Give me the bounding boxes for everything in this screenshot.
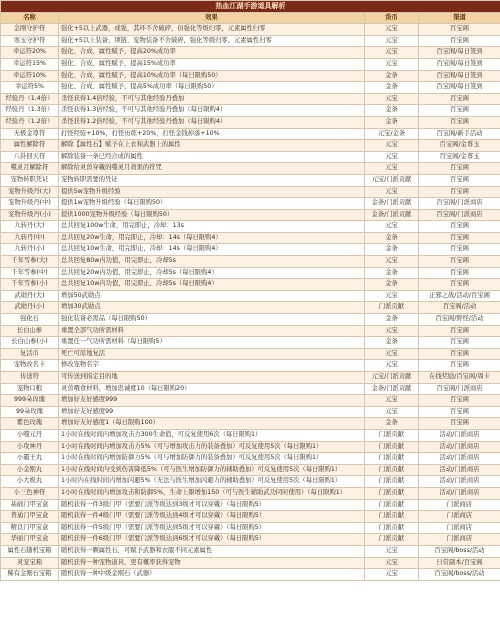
table-row — [1, 453, 500, 465]
item-effect: 总共回复10w内功值，用完即止，冷却5s（每日限购4） — [59, 279, 365, 291]
table-row — [1, 406, 500, 418]
item-currency: 元宝 — [365, 569, 419, 581]
item-currency: 元宝/门派贡献 — [365, 174, 419, 186]
item-name: 小噬元丹 — [1, 429, 59, 441]
item-effect: 修改宠物名字 — [59, 360, 365, 372]
item-effect: 重置任一气功所需材料（每日限购5） — [59, 337, 365, 349]
item-effect: 提供5w宠物升级经验 — [59, 186, 365, 198]
item-effect: 随机获得一件3级门甲（需要门派等级达到3级才可以穿戴）（每日限购5） — [59, 499, 365, 511]
item-channel: 百宝阁/活动 — [419, 302, 500, 314]
table-row — [1, 209, 500, 221]
item-name: 稀有金刚石宝箱 — [1, 569, 59, 581]
item-channel: 百宝阁 — [419, 105, 500, 117]
item-currency: 元宝/门派贡献 — [365, 372, 419, 384]
item-name: 经验丹（1.2倍） — [1, 116, 59, 128]
item-effect: 增加好友好感度99 — [59, 406, 365, 418]
item-effect: 1小时在线时间内增加防御力5%（可与增加防御力的装备叠加）可反复使用5次（每日限购1） — [59, 453, 365, 465]
item-name: 长白山参(小) — [1, 337, 59, 349]
item-channel: 百宝阁 — [419, 116, 500, 128]
table-row — [1, 58, 500, 70]
table-row — [1, 383, 500, 395]
item-channel: 百宝阁/门派商店 — [419, 383, 500, 395]
item-currency: 金条 — [365, 337, 419, 349]
item-name: 宠物升级丹(大) — [1, 186, 59, 198]
item-name: 复活币 — [1, 348, 59, 360]
item-channel: 百宝阁/门派商店 — [419, 198, 500, 210]
table-row — [1, 186, 500, 198]
table-row — [1, 290, 500, 302]
item-currency: 门派贡献 — [365, 499, 419, 511]
table-row — [1, 174, 500, 186]
table-row — [1, 116, 500, 128]
table-row — [1, 221, 500, 233]
item-currency: 门派贡献 — [365, 511, 419, 523]
item-currency: 金条/门派贡献 — [365, 198, 419, 210]
item-name: 幸运符20% — [1, 47, 59, 59]
item-effect: 解除给灵兽穿戴的噬灵月效果的符咒 — [59, 163, 365, 175]
item-currency: 元宝 — [365, 406, 419, 418]
item-currency: 元宝 — [365, 47, 419, 59]
item-name: 华丽门甲宝盒 — [1, 534, 59, 546]
item-effect: 1小时在线时间内受到伤害降低5%（可与医生增加防御力的辅助叠加）可反复使用5次（每日限购1） — [59, 464, 365, 476]
item-currency: 元宝 — [365, 58, 419, 70]
item-name: 基础门甲宝盒 — [1, 499, 59, 511]
item-channel: 百宝阁 — [419, 244, 500, 256]
item-currency: 元宝 — [365, 348, 419, 360]
item-currency: 门派贡献 — [365, 453, 419, 465]
table-row — [1, 140, 500, 152]
item-effect: 灵兽喂食材料，增加忠诚度10（每日限购20） — [59, 383, 365, 395]
item-effect: 1小时在线时间内增加攻击力300生命值，可反复使用6次（每日限购1） — [59, 429, 365, 441]
item-currency: 元宝 — [365, 325, 419, 337]
table-row — [1, 128, 500, 140]
item-name: 小大极丸 — [1, 476, 59, 488]
table-row — [1, 302, 500, 314]
item-currency: 金条/门派贡献 — [365, 383, 419, 395]
table-row — [1, 198, 500, 210]
item-channel: 门派商店 — [419, 522, 500, 534]
item-name: 经验丹（1.3倍） — [1, 105, 59, 117]
item-name: 九转丹(小) — [1, 244, 59, 256]
item-name: 经验丹（1.4倍） — [1, 93, 59, 105]
table-row — [1, 279, 500, 291]
item-name: 寒玉守护符 — [1, 35, 59, 47]
item-name: 99朵玫瑰 — [1, 406, 59, 418]
item-effect: 死亡可原地复活 — [59, 348, 365, 360]
item-name: 宠物改名卡 — [1, 360, 59, 372]
item-currency: 门派贡献 — [365, 522, 419, 534]
item-channel: 百宝阁 — [419, 93, 500, 105]
item-name: 幸运符10% — [1, 70, 59, 82]
item-currency: 元宝 — [365, 360, 419, 372]
item-effect: 随机获得一种宠物道具，更有概率获得宠物 — [59, 557, 365, 569]
item-channel: 百宝阁 — [419, 337, 500, 349]
item-currency: 元宝 — [365, 256, 419, 268]
item-currency: 门派贡献 — [365, 476, 419, 488]
item-name: 属性解除符 — [1, 140, 59, 152]
item-name: 无极金尊符 — [1, 128, 59, 140]
item-name: 金刚守护符 — [1, 24, 59, 36]
table-row — [1, 325, 500, 337]
item-effect: 总共回复80w内功值，用完即止，冷却5s — [59, 256, 365, 268]
item-currency: 金条 — [365, 105, 419, 117]
item-effect: 解除【属性石】赋予在上衣和武器上的属性 — [59, 140, 365, 152]
item-channel: 门派商店 — [419, 499, 500, 511]
item-currency: 金条 — [365, 314, 419, 326]
item-effect: 解除装备一条已经合成的属性 — [59, 151, 365, 163]
item-currency: 元宝 — [365, 395, 419, 407]
item-channel: 百宝阁/每日签到 — [419, 47, 500, 59]
item-channel: 百宝阁 — [419, 35, 500, 47]
item-name: 小三色神符 — [1, 487, 59, 499]
item-currency: 金条 — [365, 82, 419, 94]
item-channel: 百宝阁/boss/活动 — [419, 545, 500, 557]
item-currency: 元宝 — [365, 151, 419, 163]
item-name: 宠物升级丹(中) — [1, 198, 59, 210]
item-currency: 门派贡献 — [365, 487, 419, 499]
item-channel: 百宝阁 — [419, 395, 500, 407]
item-name: 噬灵月解除符 — [1, 163, 59, 175]
item-currency: 金条 — [365, 244, 419, 256]
item-channel: 活动/门派商店 — [419, 464, 500, 476]
item-name: 千年雪参(中) — [1, 267, 59, 279]
item-currency: 门派贡献 — [365, 534, 419, 546]
item-channel: 百宝阁/boss/活动 — [419, 569, 500, 581]
table-row — [1, 545, 500, 557]
item-currency: 门派贡献 — [365, 429, 419, 441]
item-name: 小霸王丸 — [1, 453, 59, 465]
table-row — [1, 267, 500, 279]
table-row — [1, 70, 500, 82]
item-effect: 强化、合成、属性赋予，提高15%成功率 — [59, 58, 365, 70]
item-channel: 百宝阁/每日签到 — [419, 70, 500, 82]
table-row — [1, 163, 500, 175]
item-channel: 百宝阁/门派商店 — [419, 209, 500, 221]
table-row — [1, 348, 500, 360]
item-currency: 金条 — [365, 267, 419, 279]
item-channel: 百宝阁/金尊玉 — [419, 151, 500, 163]
item-effect: 提供1000宠物升级经验（每日限购50） — [59, 209, 365, 221]
item-name: 幸运符15% — [1, 58, 59, 70]
item-channel: 百宝阁/每日签到 — [419, 58, 500, 70]
table-row — [1, 441, 500, 453]
item-effect: 随机获得一颗属性石，可赋予武器和衣服不同元素属性 — [59, 545, 365, 557]
item-effect: 随机获得一件5级门甲（需要门派等级达到5级才可以穿戴）（每日限购5） — [59, 522, 365, 534]
item-currency: 元宝 — [365, 186, 419, 198]
item-effect: 宠物转职需要的凭证 — [59, 174, 365, 186]
item-currency: 门派贡献 — [365, 302, 419, 314]
item-channel: 百宝阁 — [419, 406, 500, 418]
item-channel: 百宝阁 — [419, 279, 500, 291]
item-effect: 强化装备必需品（每日限购50） — [59, 314, 365, 326]
item-name: 宠物口粮 — [1, 383, 59, 395]
table-row — [1, 476, 500, 488]
item-currency: 金条 — [365, 418, 419, 430]
item-name: 长白山参 — [1, 325, 59, 337]
item-channel: 百宝阁 — [419, 232, 500, 244]
item-currency: 金条/门派贡献 — [365, 209, 419, 221]
table-row — [1, 244, 500, 256]
header-row — [1, 12, 500, 24]
table-row — [1, 569, 500, 581]
item-effect: 打怪经验+10%，打怪历练+20%，打怪金钱掉落+10% — [59, 128, 365, 140]
table-row — [1, 151, 500, 163]
table-row — [1, 534, 500, 546]
item-channel: 活动/门派商店 — [419, 453, 500, 465]
table-row — [1, 35, 500, 47]
item-name: 999朵玫瑰 — [1, 395, 59, 407]
item-channel: 百宝阁 — [419, 256, 500, 268]
col-header-currency: 货币 — [365, 12, 419, 24]
item-channel: 在线奖励/百宝阁/周卡 — [419, 372, 500, 384]
item-name: 宠物升级丹(小) — [1, 209, 59, 221]
col-header-name: 名称 — [1, 12, 59, 24]
item-currency: 元宝 — [365, 221, 419, 233]
item-currency: 元宝 — [365, 35, 419, 47]
table-body — [1, 24, 500, 581]
item-channel: 百宝阁 — [419, 221, 500, 233]
item-currency: 元宝 — [365, 290, 419, 302]
col-header-effect: 效果 — [59, 12, 365, 24]
item-currency: 元宝 — [365, 545, 419, 557]
item-channel: 百宝阁 — [419, 325, 500, 337]
item-channel: 百宝阁 — [419, 24, 500, 36]
item-effect: 总共回复10w生命，用完即止，冷却：14s（每日限购4） — [59, 244, 365, 256]
item-channel: 活动/门派商店 — [419, 441, 500, 453]
item-name: 武勋丹(大) — [1, 290, 59, 302]
item-currency: 门派贡献 — [365, 441, 419, 453]
table-row — [1, 429, 500, 441]
item-currency: 元宝 — [365, 557, 419, 569]
item-channel: 门派商店 — [419, 511, 500, 523]
table-row — [1, 557, 500, 569]
item-channel: 百宝阁/金尊玉 — [419, 140, 500, 152]
item-currency: 元宝 — [365, 163, 419, 175]
item-channel: 日常副本/百宝阁 — [419, 557, 500, 569]
item-name: 九转丹(大) — [1, 221, 59, 233]
item-effect: 杀怪获得1.3倍经验，不可与其他经验丹叠加（每日限购4） — [59, 105, 365, 117]
table-row — [1, 511, 500, 523]
item-effect: 强化、合成、属性赋予，提高10%成功率（每日限购50） — [59, 70, 365, 82]
item-name: 宠物转职凭证 — [1, 174, 59, 186]
item-name: 八卦回天符 — [1, 151, 59, 163]
item-effect: 增加50武勋点 — [59, 290, 365, 302]
item-channel: 百宝阁 — [419, 418, 500, 430]
item-name: 千年雪参(大) — [1, 256, 59, 268]
item-name: 精良门甲宝盒 — [1, 522, 59, 534]
item-name: 属性石随机宝箱 — [1, 545, 59, 557]
item-effect: 总共回复20w内功值，用完即止，冷却5s（每日限购4） — [59, 267, 365, 279]
item-channel: 百宝阁/每日签到 — [419, 82, 500, 94]
item-name: 九转丹(中) — [1, 232, 59, 244]
item-channel: 门派商店 — [419, 534, 500, 546]
item-currency: 金条 — [365, 70, 419, 82]
item-channel: 活动/门派商店 — [419, 487, 500, 499]
item-currency: 金条 — [365, 232, 419, 244]
item-effect: 杀怪获得1.2倍经验，不可与其他经验丹叠加（每日限购4） — [59, 116, 365, 128]
table-row — [1, 360, 500, 372]
item-effect: 强化、合成、属性赋予，提高5%成功率（每日限购50） — [59, 82, 365, 94]
item-channel: 百宝阁 — [419, 267, 500, 279]
table-row — [1, 232, 500, 244]
item-effect: 增加好友好感度1（每日限购100） — [59, 418, 365, 430]
table-row — [1, 487, 500, 499]
table-row — [1, 522, 500, 534]
item-currency: 元宝/金条 — [365, 128, 419, 140]
item-channel: 百宝阁/新手活动 — [419, 128, 500, 140]
table-row — [1, 337, 500, 349]
item-effect: 总共回复20w生命，用完即止，冷却：14s（每日限购4） — [59, 232, 365, 244]
item-name: 普通门甲宝盒 — [1, 511, 59, 523]
item-name: 传送符 — [1, 372, 59, 384]
item-name: 强化石 — [1, 314, 59, 326]
item-currency: 元宝 — [365, 140, 419, 152]
item-name: 武勋丹(小) — [1, 302, 59, 314]
item-effect: 随机获得一件6级门甲（需要门派等级达到6级才可以穿戴）（每日限购5） — [59, 534, 365, 546]
item-effect: 可传送到指定目的地 — [59, 372, 365, 384]
item-currency: 金条 — [365, 279, 419, 291]
item-effect: 随机获得一件4级门甲（需要门派等级达到4级才可以穿戴）（每日限购5） — [59, 511, 365, 523]
item-name: 灵宠宝箱 — [1, 557, 59, 569]
item-name: 千年雪参(小) — [1, 279, 59, 291]
table-row — [1, 24, 500, 36]
item-currency: 门派贡献 — [365, 464, 419, 476]
item-channel: 正邪之战/活动/百宝阁 — [419, 290, 500, 302]
item-effect: 提供1w宠物升级经验（每日限购50） — [59, 198, 365, 210]
item-effect: 1小时在线时间内增加攻击和防御5%，生命上限增加150（可与医生辅助武功同时使用）（每日限购1） — [59, 487, 365, 499]
item-effect: 重置全部气功所需材料 — [59, 325, 365, 337]
table-row — [1, 464, 500, 476]
item-name: 紫色玫瑰 — [1, 418, 59, 430]
item-channel: 活动/门派商店 — [419, 429, 500, 441]
item-effect: 强化+5以上武器，或强，其环不舍破碎，但强化等级归零，元素属性归零 — [59, 24, 365, 36]
item-effect: 强化+5以上装备，项链，宠物装备不舍破碎，强化等级归零，元素属性归零 — [59, 35, 365, 47]
item-channel: 活动/门派商店 — [419, 476, 500, 488]
table-row — [1, 372, 500, 384]
item-name: 幸运符5% — [1, 82, 59, 94]
table-row — [1, 499, 500, 511]
table-row — [1, 105, 500, 117]
table-row — [1, 82, 500, 94]
item-effect: 1小时内在线时间内增加闪避5%（无法与医生增加闪避力的辅助叠加）可反复使用5次（每日限购1） — [59, 476, 365, 488]
item-channel: 百宝阁 — [419, 348, 500, 360]
item-name: 小攻神丹 — [1, 441, 59, 453]
table-row — [1, 314, 500, 326]
table-row — [1, 256, 500, 268]
table-row — [1, 47, 500, 59]
table-row — [1, 395, 500, 407]
item-currency: 元宝 — [365, 93, 419, 105]
item-effect: 随机获得一种中级金刚石（武器） — [59, 569, 365, 581]
col-header-channel: 渠道 — [419, 12, 500, 24]
title-row — [1, 1, 500, 13]
item-channel: 百宝阁/野怪/活动 — [419, 314, 500, 326]
table-row — [1, 93, 500, 105]
item-effect: 1小时在线时间内增加攻击力5%（可与增加攻击力的装备叠加）可反复使用5次（每日限购1） — [59, 441, 365, 453]
item-channel: 百宝阁 — [419, 174, 500, 186]
item-effect: 总共回复100w生命，用完即止，冷却：13s — [59, 221, 365, 233]
table-title: 热血江湖手游道具解析 — [1, 1, 500, 13]
item-currency: 金条 — [365, 116, 419, 128]
item-name: 小金刚丸 — [1, 464, 59, 476]
item-channel: 百宝阁 — [419, 163, 500, 175]
item-effect: 增加好友好感度999 — [59, 395, 365, 407]
item-effect: 杀怪获得1.4倍经验，不可与其他经验丹叠加 — [59, 93, 365, 105]
table-row — [1, 418, 500, 430]
item-channel: 百宝阁 — [419, 186, 500, 198]
item-channel: 百宝阁 — [419, 360, 500, 372]
item-effect: 强化、合成、属性赋予，提高20%成功率 — [59, 47, 365, 59]
item-effect: 增加30武勋点 — [59, 302, 365, 314]
item-currency: 元宝 — [365, 24, 419, 36]
